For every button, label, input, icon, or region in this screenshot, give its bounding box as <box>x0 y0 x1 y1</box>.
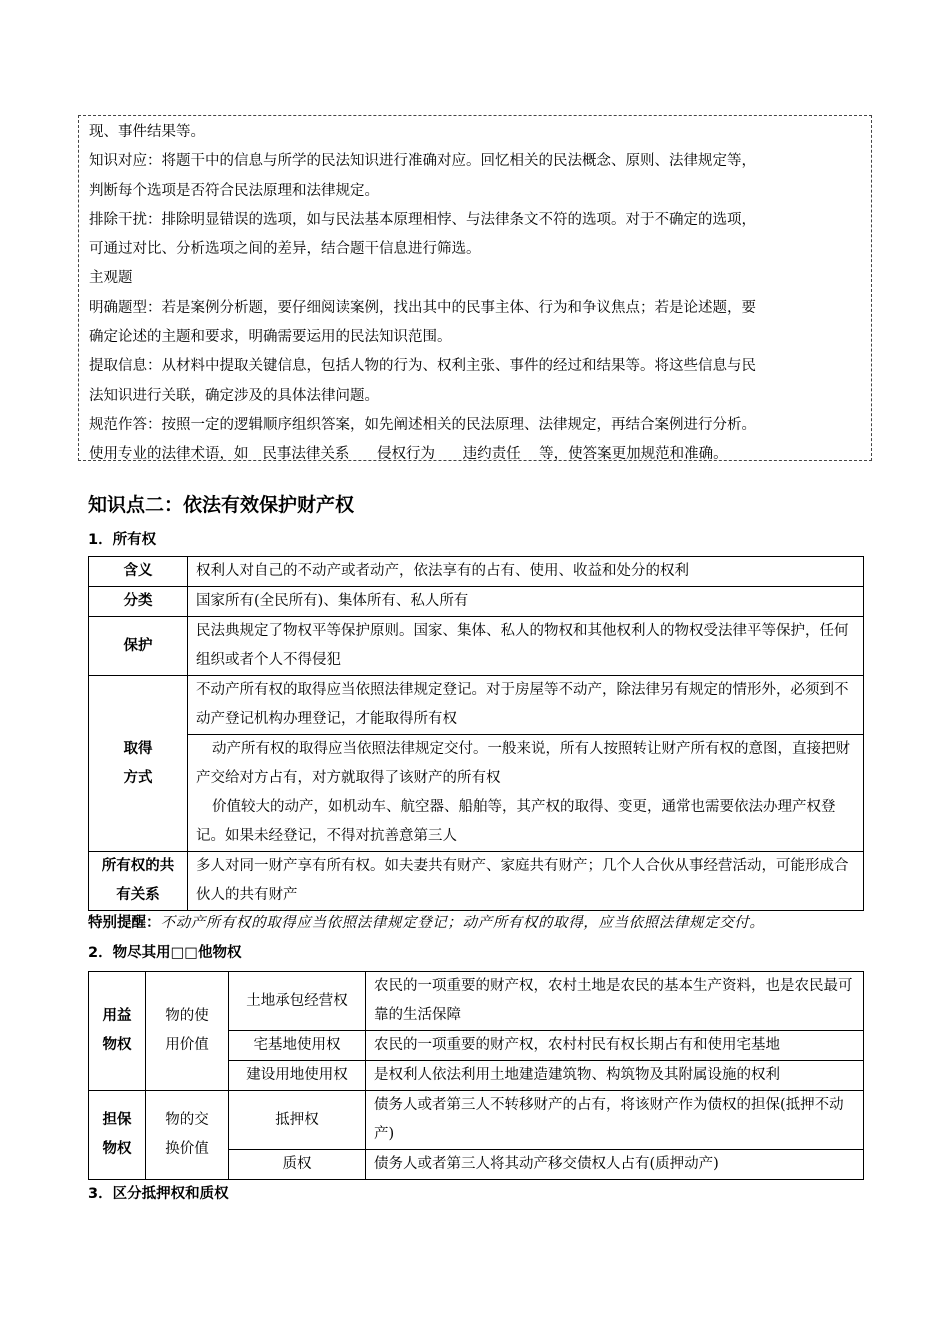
movable-transfer: 动产所有权的取得应当依照法律规定交付。一般来说，所有人按照转让财产所有权的意图，直接把财产交给对方占有，对方就取得了该财产的所有权 <box>196 741 850 786</box>
row-key <box>89 852 188 911</box>
reminder-label: 特别提醒： <box>88 915 161 931</box>
row-value: 国家所有(全民所有)、集体所有、私人所有 <box>188 587 864 617</box>
table-row <box>89 972 864 1031</box>
group-purpose-line: 用价值 <box>165 1037 209 1053</box>
row-key-line: 有关系 <box>116 887 160 903</box>
table-row <box>89 735 864 852</box>
group-purpose-line: 换价值 <box>165 1141 209 1157</box>
section3-title: 3．区分抵押权和质权 <box>88 1186 229 1202</box>
table-row <box>89 557 864 587</box>
box-line: 主观题 <box>89 270 133 287</box>
right-desc: 债务人或者第三人不转移财产的占有，将该财产作为债权的担保(抵押不动产) <box>366 1091 864 1150</box>
group-name-line: 担保 <box>102 1112 132 1128</box>
group-name-line: 物权 <box>102 1037 132 1053</box>
table-row <box>89 617 864 676</box>
section1-title: 1．所有权 <box>88 532 157 548</box>
box-line: 规范作答：按照一定的逻辑顺序组织答案，如先阐述相关的民法原理、法律规定，再结合案例进行分析。 <box>89 416 756 433</box>
group-name-line: 用益 <box>102 1008 132 1024</box>
group-name-line: 物权 <box>102 1141 132 1157</box>
ownership-table <box>88 556 864 911</box>
registration-note: 价值较大的动产，如机动车、航空器、船舶等，其产权的取得、变更，通常也需要依法办理产权登记。如果未经登记，不得对抗善意第三人 <box>196 799 836 844</box>
group-purpose <box>146 972 229 1091</box>
box-line: 知识对应：将题干中的信息与所学的民法知识进行准确对应。回忆相关的民法概念、原则、法律规定等， <box>89 153 756 170</box>
group-purpose <box>146 1091 229 1180</box>
right-name: 建设用地使用权 <box>229 1061 366 1091</box>
group-purpose-line: 物的交 <box>165 1112 209 1128</box>
box-line: 法知识进行关联，确定涉及的具体法律问题。 <box>89 387 379 404</box>
group-name <box>89 1091 146 1180</box>
section-heading: 知识点二：依法有效保护财产权 <box>88 494 355 516</box>
table-row <box>89 1091 864 1150</box>
right-desc: 是权利人依法利用土地建造建筑物、构筑物及其附属设施的权利 <box>366 1061 864 1091</box>
row-key-line: 方式 <box>123 769 153 786</box>
group-purpose-line: 物的使 <box>165 1008 209 1024</box>
box-line: 确定论述的主题和要求，明确需要运用的民法知识范围。 <box>89 329 452 346</box>
right-name: 质权 <box>229 1150 366 1180</box>
box-line: 使用专业的法律术语，如 民事法律关系 侵权行为 违约责任 等，使答案更加规范和准确。 <box>89 446 728 463</box>
table-row <box>89 852 864 911</box>
answer-tips-box <box>78 115 872 461</box>
row-value: 权利人对自己的不动产或者动产，依法享有的占有、使用、收益和处分的权利 <box>188 557 864 587</box>
special-reminder <box>88 911 765 932</box>
box-line: 提取信息：从材料中提取关键信息，包括人物的行为、权利主张、事件的经过和结果等。将这些信息与民 <box>89 358 756 375</box>
other-rights-table <box>88 971 864 1180</box>
row-key: 含义 <box>89 557 188 587</box>
row-key: 保护 <box>89 617 188 676</box>
right-desc: 农民的一项重要的财产权，农村村民有权长期占有和使用宅基地 <box>366 1031 864 1061</box>
right-name: 宅基地使用权 <box>229 1031 366 1061</box>
row-key-line: 所有权的共 <box>101 858 175 874</box>
group-name <box>89 972 146 1091</box>
right-desc: 农民的一项重要的财产权，农村土地是农民的基本生产资料，也是农民最可靠的生活保障 <box>366 972 864 1031</box>
right-name: 抵押权 <box>229 1091 366 1150</box>
row-value <box>188 735 864 852</box>
table-row <box>89 676 864 735</box>
box-line: 现、事件结果等。 <box>89 124 205 140</box>
box-line: 可通过对比、分析选项之间的差异，结合题干信息进行筛选。 <box>89 241 481 258</box>
row-value: 多人对同一财产享有所有权。如夫妻共有财产、家庭共有财产；几个人合伙从事经营活动，可能形成合伙人的共有财产 <box>188 852 864 911</box>
row-value: 民法典规定了物权平等保护原则。国家、集体、私人的物权和其他权利人的物权受法律平等保护，任何组织或者个人不得侵犯 <box>188 617 864 676</box>
reminder-text: 不动产所有权的取得应当依照法律规定登记；动产所有权的取得，应当依照法律规定交付。 <box>160 915 765 931</box>
section2-title: 2．物尽其用□□他物权 <box>88 945 242 961</box>
right-desc: 债务人或者第三人将其动产移交债权人占有(质押动产) <box>366 1150 864 1180</box>
table-row <box>89 587 864 617</box>
right-name: 土地承包经营权 <box>229 972 366 1031</box>
box-line: 明确题型：若是案例分析题，要仔细阅读案例，找出其中的民事主体、行为和争议焦点；若是论述题，要 <box>89 299 756 316</box>
row-value: 不动产所有权的取得应当依照法律规定登记。对于房屋等不动产，除法律另有规定的情形外，必须到不动产登记机构办理登记，才能取得所有权 <box>188 676 864 735</box>
box-line: 判断每个选项是否符合民法原理和法律规定。 <box>89 182 379 199</box>
row-key: 分类 <box>89 587 188 617</box>
box-line: 排除干扰：排除明显错误的选项，如与民法基本原理相悖、与法律条文不符的选项。对于不确定的选项， <box>89 211 756 228</box>
row-key-line: 取得 <box>123 740 153 757</box>
row-key <box>89 676 188 852</box>
